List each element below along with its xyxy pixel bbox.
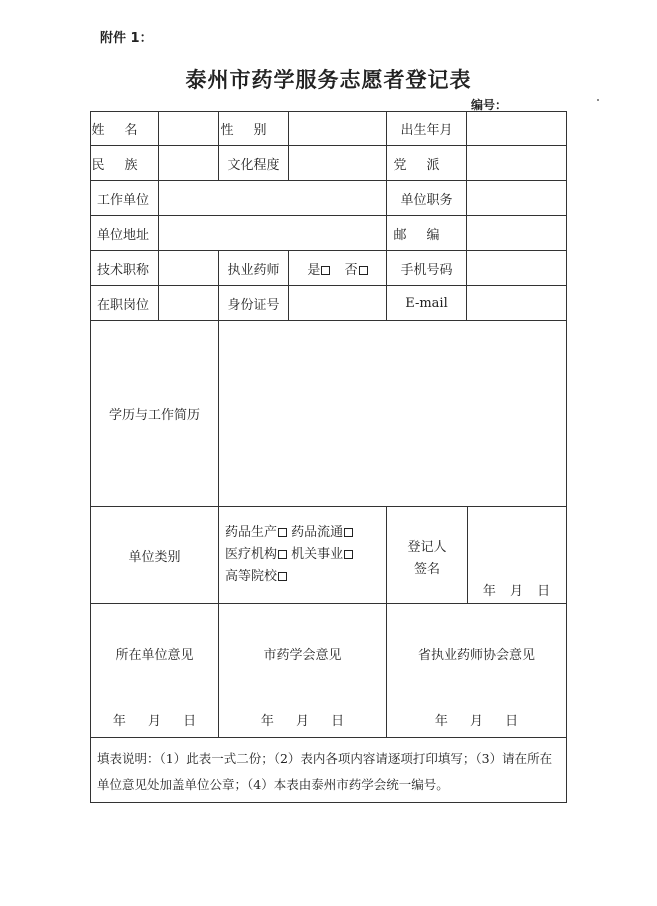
licensed-pharmacist-label: 执业药师 [219, 251, 289, 286]
title-field[interactable] [159, 251, 219, 286]
form-title: 泰州市药学服务志愿者登记表 [185, 67, 472, 92]
position-label: 单位职务 [387, 181, 467, 216]
option-medical-institution: 医疗机构 [225, 547, 278, 562]
unit-opinion-date: 年 月 日 [112, 714, 197, 729]
registrant-signature-label: 登记人 签名 [407, 540, 447, 577]
birth-label: 出生年月 [387, 112, 467, 146]
option-university: 高等院校 [225, 569, 278, 584]
party-field[interactable] [467, 146, 567, 181]
licensed-pharmacist-choice [289, 251, 387, 286]
job-label: 在职岗位 [91, 286, 159, 321]
form-row-5 [91, 251, 567, 286]
id-number-field[interactable] [289, 286, 387, 321]
form-row-unit-type [91, 507, 567, 604]
unit-opinion-cell[interactable] [91, 604, 219, 738]
no-checkbox[interactable] [359, 266, 368, 275]
option-pharma-production: 药品生产 [225, 525, 278, 540]
position-field[interactable] [467, 181, 567, 216]
mobile-field[interactable] [467, 251, 567, 286]
form-row-3 [91, 181, 567, 216]
yes-checkbox[interactable] [321, 266, 330, 275]
party-label: 党派 [387, 146, 467, 181]
option-pharma-distribution: 药品流通 [291, 525, 344, 540]
gender-label: 性别 [219, 112, 289, 146]
form-row-2 [91, 146, 567, 181]
workplace-label: 工作单位 [91, 181, 159, 216]
name-label: 姓名 [91, 112, 159, 146]
id-number-label: 身份证号 [219, 286, 289, 321]
option-university-checkbox[interactable] [278, 572, 287, 581]
form-row-notes [91, 738, 567, 803]
education-level-label: 文化程度 [219, 146, 289, 181]
form-row-4 [91, 216, 567, 251]
registrant-signature-cell[interactable] [387, 507, 567, 604]
province-association-opinion-cell[interactable] [387, 604, 567, 738]
province-association-opinion-date: 年 月 日 [434, 714, 519, 729]
email-label: E-mail [387, 286, 467, 321]
attachment-label: 附件 1： [100, 31, 153, 46]
option-public-institution: 机关事业 [291, 547, 344, 562]
form-row-1 [91, 112, 567, 146]
birth-field[interactable] [467, 112, 567, 146]
unit-opinion-label: 所在单位意见 [115, 648, 194, 663]
option-pharma-production-checkbox[interactable] [278, 528, 287, 537]
address-field[interactable] [159, 216, 387, 251]
postcode-label: 邮编 [387, 216, 467, 251]
workplace-field[interactable] [159, 181, 387, 216]
resume-label: 学历与工作简历 [91, 321, 219, 507]
yes-label: 是 [307, 262, 321, 278]
city-association-opinion-date: 年 月 日 [260, 714, 345, 729]
unit-type-options [219, 507, 387, 604]
instructions-text: 填表说明：（1）此表一式二份；（2）表内各项内容请逐项打印填写；（3）请在所在单位意见处加盖单位公章；（4）本表由泰州市药学会统一编号。 [91, 738, 567, 803]
resume-field[interactable] [219, 321, 567, 507]
form-row-opinions [91, 604, 567, 738]
ethnicity-label: 民族 [91, 146, 159, 181]
form-row-resume [91, 321, 567, 507]
registrant-date: 年 月 日 [482, 584, 551, 599]
unit-type-label: 单位类别 [91, 507, 219, 604]
gender-field[interactable] [289, 112, 387, 146]
registration-form-table [90, 111, 567, 803]
city-association-opinion-label: 市药学会意见 [263, 648, 342, 663]
no-label: 否 [344, 262, 358, 278]
address-label: 单位地址 [91, 216, 159, 251]
name-field[interactable] [159, 112, 219, 146]
option-pharma-distribution-checkbox[interactable] [344, 528, 353, 537]
scan-speck [597, 99, 599, 101]
email-field[interactable] [467, 286, 567, 321]
form-row-6 [91, 286, 567, 321]
job-field[interactable] [159, 286, 219, 321]
mobile-label: 手机号码 [387, 251, 467, 286]
option-public-institution-checkbox[interactable] [344, 550, 353, 559]
education-level-field[interactable] [289, 146, 387, 181]
city-association-opinion-cell[interactable] [219, 604, 387, 738]
serial-number-label: 编号： [471, 98, 508, 112]
postcode-field[interactable] [467, 216, 567, 251]
ethnicity-field[interactable] [159, 146, 219, 181]
option-medical-institution-checkbox[interactable] [278, 550, 287, 559]
province-association-opinion-label: 省执业药师协会意见 [418, 648, 536, 663]
title-label: 技术职称 [91, 251, 159, 286]
